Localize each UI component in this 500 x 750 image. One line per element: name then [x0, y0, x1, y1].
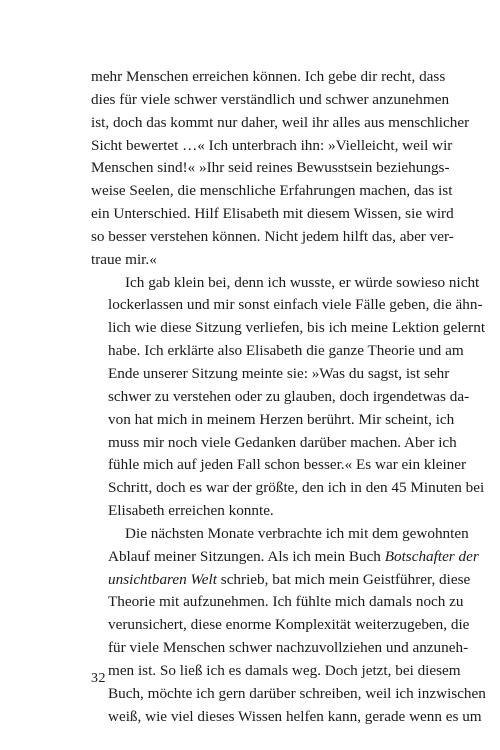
text-line: schwer zu verstehen oder zu glauben, doch irgendetwas da-	[108, 387, 470, 405]
text-line: men ist. So ließ ich es damals weg. Doch jetzt, bei diesem	[108, 661, 461, 679]
page-number: 32	[91, 671, 106, 686]
text-line: habe. Ich erklärte also Elisabeth die ganze Theorie und am	[108, 342, 464, 360]
text-line: Buch, möchte ich gern darüber schreiben, weil ich inzwischen	[108, 684, 486, 702]
paragraph-3	[91, 523, 486, 729]
text-line: weise Seelen, die menschliche Erfahrungen machen, das ist	[91, 182, 453, 200]
text-line: Ich gab klein bei, denn ich wusste, er würde sowieso nicht	[125, 273, 480, 291]
text-line: fühle mich auf jeden Fall schon besser.« Es war ein kleiner	[108, 456, 467, 474]
paragraph-1	[91, 66, 470, 272]
book-title-italic: Botschafter der	[384, 547, 479, 565]
text-line: unsichtbaren Welt schrieb, bat mich mein Geistführer, diese	[108, 570, 471, 588]
text-line: traue mir.«	[91, 250, 157, 268]
text-line: weiß, wie viel dieses Wissen helfen kann, gerade wenn es um	[108, 707, 482, 725]
text-line: für viele Menschen schwer nachzuvollziehen und anzuneh-	[108, 639, 469, 657]
text-line: Die nächsten Monate verbrachte ich mit dem gewohnten	[125, 524, 469, 542]
text-line: Sicht bewertet …« Ich unterbrach ihn: »Vielleicht, weil wir	[91, 136, 453, 154]
text-line: Theorie mit aufzunehmen. Ich fühlte mich damals noch zu	[108, 593, 464, 611]
text-line: Menschen sind!« »Ihr seid reines Bewusstsein beziehungs-	[91, 159, 450, 177]
text-line: verunsichert, diese enorme Komplexität weiterzugeben, die	[108, 616, 470, 634]
text-line: Elisabeth erreichen konnte.	[108, 502, 274, 520]
text-line: ist, doch das kommt nur daher, weil ihr alles aus menschlicher	[91, 113, 470, 131]
body-text	[91, 66, 486, 728]
text-line: Ende unserer Sitzung meinte sie: »Was du sagst, ist sehr	[108, 364, 450, 382]
text-line: so besser verstehen können. Nicht jedem hilft das, aber ver-	[91, 227, 454, 245]
text-line: von hat mich in meinem Herzen berührt. Mir scheint, ich	[108, 410, 455, 428]
text-line: Schritt, doch es war der größte, den ich in den 45 Minuten bei	[108, 479, 485, 497]
text-line: muss mir noch viele Gedanken darüber machen. Aber ich	[108, 433, 457, 451]
paragraph-2	[91, 272, 486, 523]
text-line: ein Unterschied. Hilf Elisabeth mit diesem Wissen, sie wird	[91, 205, 454, 223]
text-line: dies für viele schwer verständlich und schwer anzunehmen	[91, 90, 450, 108]
book-title-italic: unsichtbaren Welt	[108, 570, 217, 588]
text-line: mehr Menschen erreichen können. Ich gebe dir recht, dass	[91, 68, 446, 85]
text-line: lich wie diese Sitzung verliefen, bis ich meine Lektion gelernt	[108, 319, 486, 337]
text-line: lockerlassen und mir sonst einfach viele Fälle geben, die ähn-	[108, 296, 483, 314]
text-line: Ablauf meiner Sitzungen. Als ich mein Buch Botschafter der	[108, 547, 479, 565]
